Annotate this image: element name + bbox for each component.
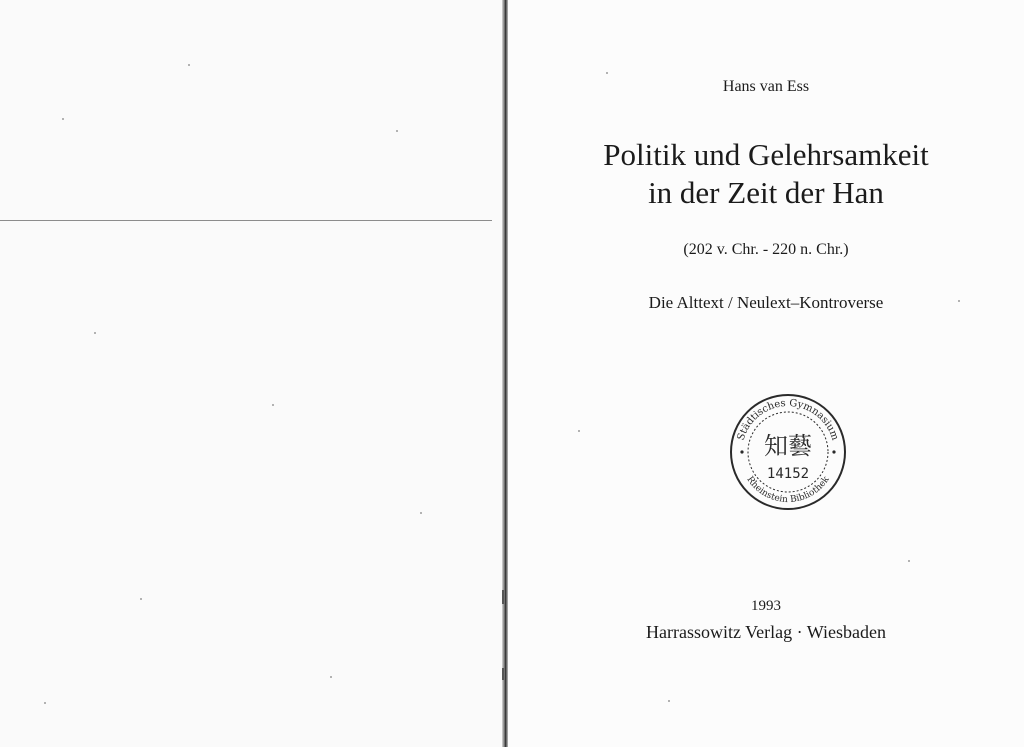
paper-speck — [908, 560, 910, 562]
title-line-1: Politik und Gelehrsamkeit — [603, 137, 929, 172]
library-stamp-icon — [728, 392, 848, 512]
publisher-line: Harrassowitz Verlag · Wiesbaden — [645, 622, 887, 642]
title-page — [508, 0, 1024, 747]
paper-speck — [62, 118, 64, 120]
paper-speck — [94, 332, 96, 334]
left-page — [0, 0, 502, 747]
paper-speck — [272, 404, 274, 406]
paper-speck — [420, 512, 422, 514]
stamp-characters: 知藝 — [764, 432, 812, 460]
publication-year: 1993 — [751, 598, 781, 614]
book-subtitle: Die Alttext / Neulext–Kontroverse — [648, 293, 884, 312]
book-title — [508, 136, 1024, 212]
paper-speck — [958, 300, 960, 302]
date-range: (202 v. Chr. - 220 n. Chr.) — [683, 241, 849, 258]
paper-speck — [578, 430, 580, 432]
paper-speck — [330, 676, 332, 678]
fold-line — [0, 220, 492, 221]
title-line-2: in der Zeit der Han — [648, 175, 884, 210]
stamp-number: 14152 — [766, 466, 810, 482]
binding-mark — [502, 668, 504, 680]
paper-speck — [44, 702, 46, 704]
binding-mark — [502, 590, 504, 604]
author-name: Hans van Ess — [722, 78, 810, 95]
paper-speck — [668, 700, 670, 702]
stamp-ring-top: Städtisches Gymnasium — [735, 397, 841, 442]
paper-speck — [140, 598, 142, 600]
stamp-ring-bottom: Rheinstein Bibliothek — [744, 474, 832, 506]
paper-speck — [396, 130, 398, 132]
paper-speck — [606, 72, 608, 74]
paper-speck — [188, 64, 190, 66]
